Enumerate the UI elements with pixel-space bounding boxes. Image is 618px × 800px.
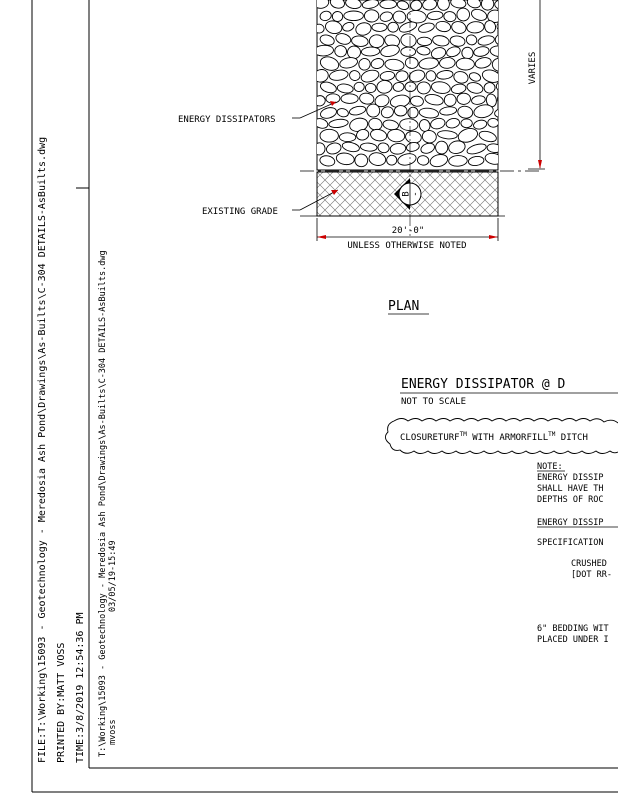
- rock-stone: [456, 58, 474, 70]
- title-printed-by: PRINTED BY:MATT VOSS: [56, 642, 67, 763]
- note-section-heading: ENERGY DISSIP: [537, 518, 604, 528]
- note-heading: NOTE:: [537, 462, 563, 472]
- rock-stone: [457, 93, 471, 105]
- xref-user: mvoss: [108, 719, 118, 745]
- dim-width: 20'-0": [391, 226, 425, 236]
- note-line-3: DEPTHS OF ROC: [537, 495, 604, 505]
- note-crushed-1: CRUSHED: [571, 559, 607, 569]
- note-line-1: ENERGY DISSIP: [537, 473, 604, 483]
- rock-stone: [497, 131, 510, 143]
- detail-scale: NOT TO SCALE: [401, 397, 467, 407]
- note-bedding-2: PLACED UNDER I: [537, 635, 609, 645]
- rock-stone: [444, 94, 457, 107]
- rock-stone: [497, 92, 511, 107]
- rock-stone: [503, 10, 516, 24]
- rock-stone: [417, 82, 430, 94]
- plan-title: PLAN: [388, 299, 420, 314]
- rock-stone: [320, 129, 338, 142]
- rock-stone: [365, 83, 376, 92]
- rock-stone: [344, 11, 364, 21]
- rock-stone: [401, 47, 416, 56]
- label-energy-dissipators: ENERGY DISSIPATORS: [178, 115, 276, 125]
- cloud-text: CLOSURETURF™ WITH ARMORFILL™ DITCH: [400, 431, 588, 443]
- rock-stone: [405, 82, 417, 92]
- dim-note: UNLESS OTHERWISE NOTED: [347, 241, 467, 251]
- section-tag-sheet: -: [410, 191, 421, 197]
- varies-label: VARIES: [528, 51, 538, 85]
- note-crushed-2: [DOT RR-: [571, 570, 612, 580]
- rock-stone: [461, 119, 472, 128]
- rock-stone: [347, 46, 361, 59]
- rock-stone: [499, 117, 513, 128]
- note-line-2: SHALL HAVE TH: [537, 484, 604, 494]
- rock-stone: [372, 23, 387, 31]
- rock-stone: [435, 141, 448, 155]
- rock-stone: [341, 94, 358, 104]
- rock-stone: [503, 156, 523, 167]
- rock-stone: [364, 10, 379, 23]
- rock-stone: [497, 21, 509, 31]
- xref-date: 03/05/19-15:49: [108, 540, 118, 612]
- energy-dissipator-rocks: [312, 0, 522, 170]
- rock-stone: [394, 106, 407, 116]
- notes-block: [537, 462, 618, 645]
- rock-stone: [501, 139, 518, 154]
- rock-stone: [339, 133, 356, 142]
- rock-stone: [380, 0, 397, 9]
- title-time: TIME:3/8/2019 12:54:36 PM: [75, 612, 86, 763]
- rock-stone: [369, 34, 384, 48]
- rock-stone: [487, 118, 498, 128]
- rock-stone: [417, 37, 432, 46]
- note-spec: SPECIFICATION: [537, 538, 604, 548]
- rock-stone: [501, 70, 514, 82]
- note-bedding-1: 6" BEDDING WIT: [537, 624, 609, 634]
- title-block: [37, 137, 118, 763]
- section-tag-letter: B: [401, 191, 412, 197]
- detail-title: ENERGY DISSIPATOR @ D: [401, 377, 566, 392]
- title-file: FILE:T:\Working\15093 - Geotechnology - Meredosia Ash Pond\Drawings\As-Builts\C-304 DETAILS-AsBuilts.dwg: [37, 136, 48, 763]
- label-existing-grade: EXISTING GRADE: [202, 207, 278, 217]
- xref-path: T:\Working\15093 - Geotechnology - Meredosia Ash Pond\Drawings\As-Builts\C-304 DETAILS-AsBuilts.dwg: [98, 250, 108, 757]
